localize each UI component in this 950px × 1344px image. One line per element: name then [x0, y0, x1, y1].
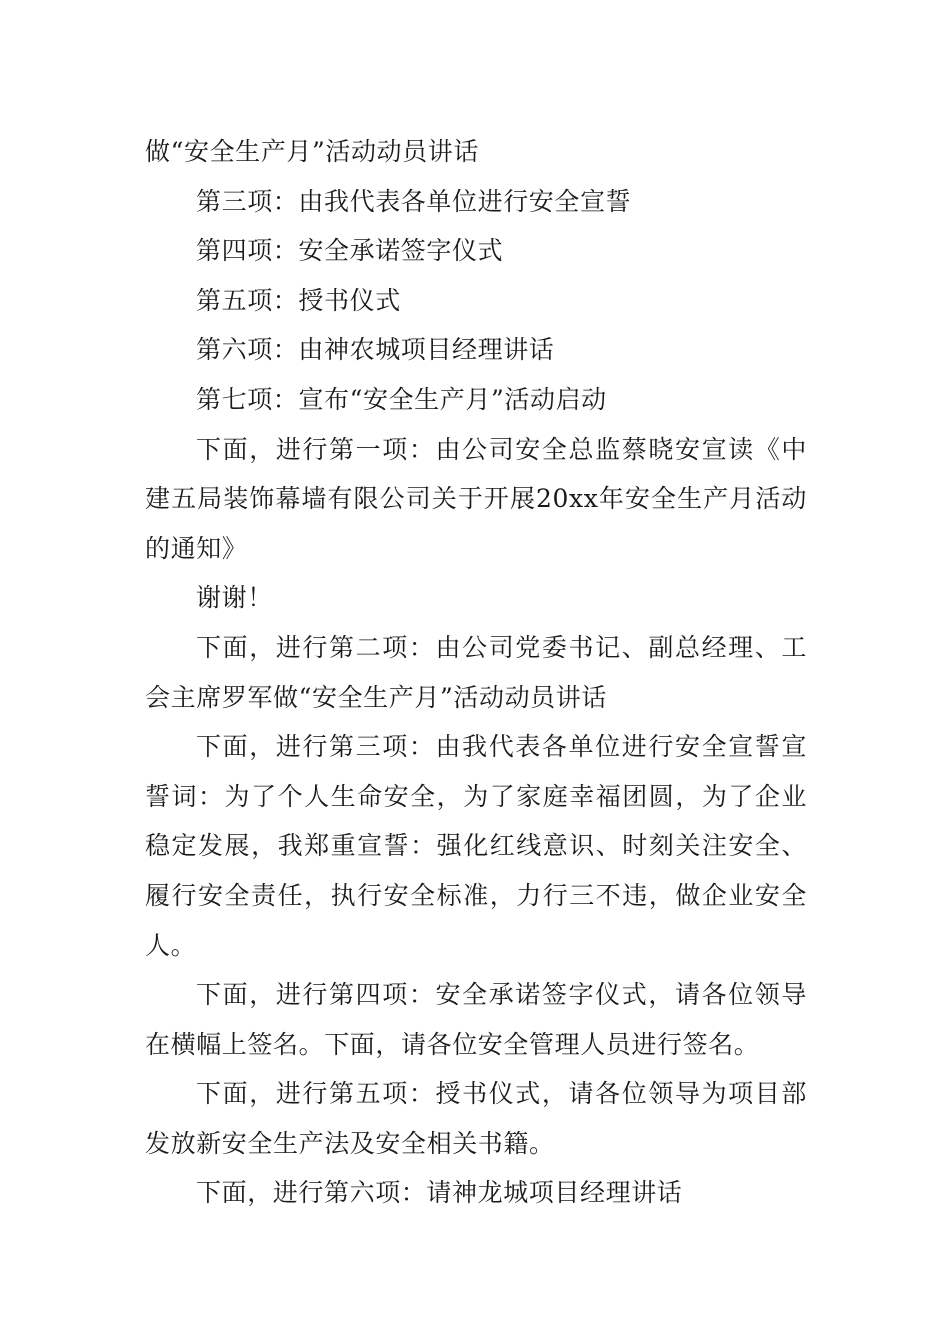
agenda-item-7: 第七项：宣布“安全生产月”活动启动	[196, 384, 607, 414]
agenda-item-3: 第三项：由我代表各单位进行安全宣誓	[196, 186, 632, 216]
paragraph-step-6: 下面，进行第六项：请神龙城项目经理讲话	[196, 1178, 683, 1208]
paragraph-step-4: 下面，进行第四项：安全承诺签字仪式，请各位领导在横幅上签名。下面，请各位安全管理人员进行签名。	[145, 980, 807, 1059]
agenda-item-4: 第四项：安全承诺签字仪式	[196, 236, 504, 266]
agenda-item-6: 第六项：由神农城项目经理讲话	[196, 335, 555, 365]
paragraph-step-3-oath: 下面，进行第三项：由我代表各单位进行安全宣誓宣誓词：为了个人生命安全，为了家庭幸福团圆，为了企业稳定发展，我郑重宣誓：强化红线意识、时刻关注安全、履行安全责任，执行安全标准，力行三不违，做企业安全人。	[145, 732, 807, 960]
paragraph-step-5: 下面，进行第五项：授书仪式，请各位领导为项目部发放新安全生产法及安全相关书籍。	[145, 1079, 807, 1158]
paragraph-step-2: 下面，进行第二项：由公司党委书记、副总经理、工会主席罗军做“安全生产月”活动动员讲话	[145, 632, 807, 712]
paragraph-thanks: 谢谢！	[196, 583, 273, 613]
paragraph-step-1: 下面，进行第一项：由公司安全总监蔡晓安宣读《中建五局装饰幕墙有限公司关于开展20xx年安全生产月活动的通知》	[145, 434, 807, 563]
paragraph-1: 做“安全生产月”活动动员讲话	[145, 137, 479, 166]
document-page	[145, 127, 807, 1218]
agenda-item-5: 第五项：授书仪式	[196, 285, 401, 315]
